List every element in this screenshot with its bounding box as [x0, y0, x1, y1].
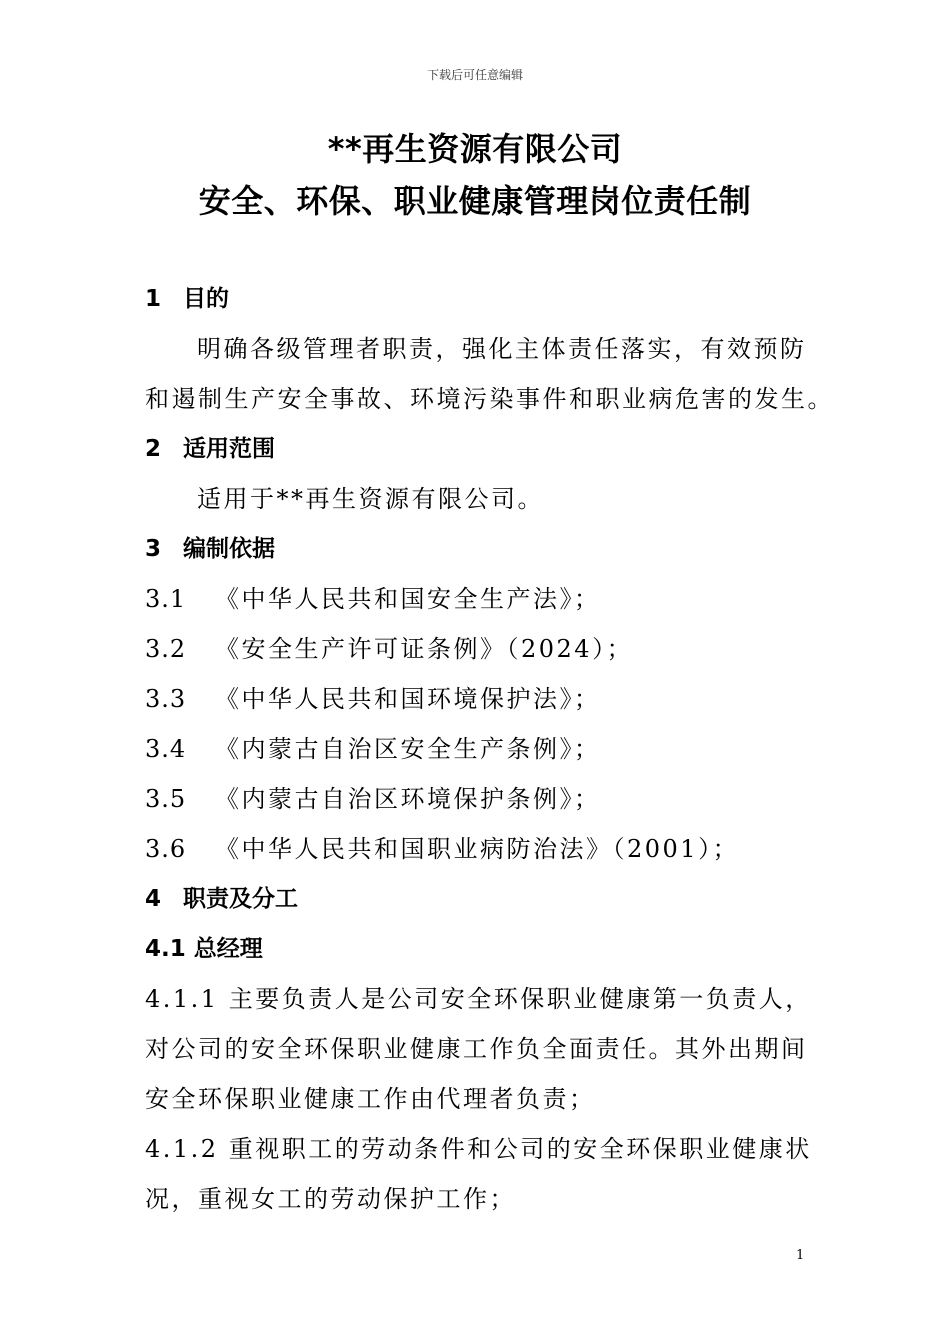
paragraph-line: 况，重视女工的劳动保护工作；	[145, 1185, 516, 1213]
document-title-subject: 安全、环保、职业健康管理岗位责任制	[198, 182, 752, 220]
header-note: 下载后可任意编辑	[426, 68, 523, 82]
subsection-heading-general-manager	[145, 927, 810, 977]
section-heading-purpose	[145, 277, 810, 327]
document-body	[145, 277, 834, 1227]
paragraph-line: 明确各级管理者职责，强化主体责任落实，有效预防	[197, 335, 807, 363]
paragraph-line: 4.1.1 主要负责人是公司安全环保职业健康第一负责人，	[145, 985, 812, 1013]
list-item-number: 3.6	[145, 835, 187, 863]
list-item	[145, 627, 810, 677]
list-item-number: 3.4	[145, 735, 187, 763]
section-heading-scope	[145, 427, 810, 477]
list-item-number: 3.1	[145, 585, 187, 613]
list-item-text: 《中华人民共和国安全生产法》；	[215, 585, 601, 613]
paragraph-line: 对公司的安全环保职业健康工作负全面责任。其外出期间	[145, 1035, 808, 1063]
paragraph-line: 和遏制生产安全事故、环境污染事件和职业病危害的发生。	[145, 385, 834, 413]
list-item-number: 3.2	[145, 635, 187, 663]
section-number: 2	[145, 436, 162, 462]
page-number: 1	[796, 1248, 805, 1263]
paragraph-line: 适用于**再生资源有限公司。	[197, 485, 544, 513]
list-item-text: 《内蒙古自治区安全生产条例》；	[215, 735, 601, 763]
section-heading-responsibilities	[145, 877, 810, 927]
paragraph-line: 安全环保职业健康工作由代理者负责；	[145, 1085, 596, 1113]
list-item-text: 《中华人民共和国环境保护法》；	[215, 685, 601, 713]
list-item-number: 3.3	[145, 685, 187, 713]
list-item	[145, 727, 810, 777]
section-number: 3	[145, 536, 162, 562]
list-item	[145, 777, 810, 827]
list-item-number: 3.5	[145, 785, 187, 813]
list-item	[145, 827, 810, 877]
document-title-company: **再生资源有限公司	[327, 130, 623, 168]
section-title: 目的	[183, 286, 229, 312]
list-item	[145, 677, 810, 727]
section-title: 适用范围	[183, 436, 275, 462]
subsection-number: 4.1	[145, 936, 186, 962]
section-number: 1	[145, 286, 162, 312]
list-item-text: 《安全生产许可证条例》（2024）；	[215, 635, 634, 663]
section-title: 编制依据	[183, 536, 275, 562]
section-number: 4	[145, 886, 162, 912]
subsection-title: 总经理	[193, 936, 263, 962]
list-item-text: 《内蒙古自治区环境保护条例》；	[215, 785, 601, 813]
paragraph-line: 4.1.2 重视职工的劳动条件和公司的安全环保职业健康状	[145, 1135, 812, 1163]
list-item-text: 《中华人民共和国职业病防治法》（2001）；	[215, 835, 740, 863]
section-title: 职责及分工	[183, 886, 298, 912]
section-heading-basis	[145, 527, 810, 577]
list-item	[145, 577, 810, 627]
